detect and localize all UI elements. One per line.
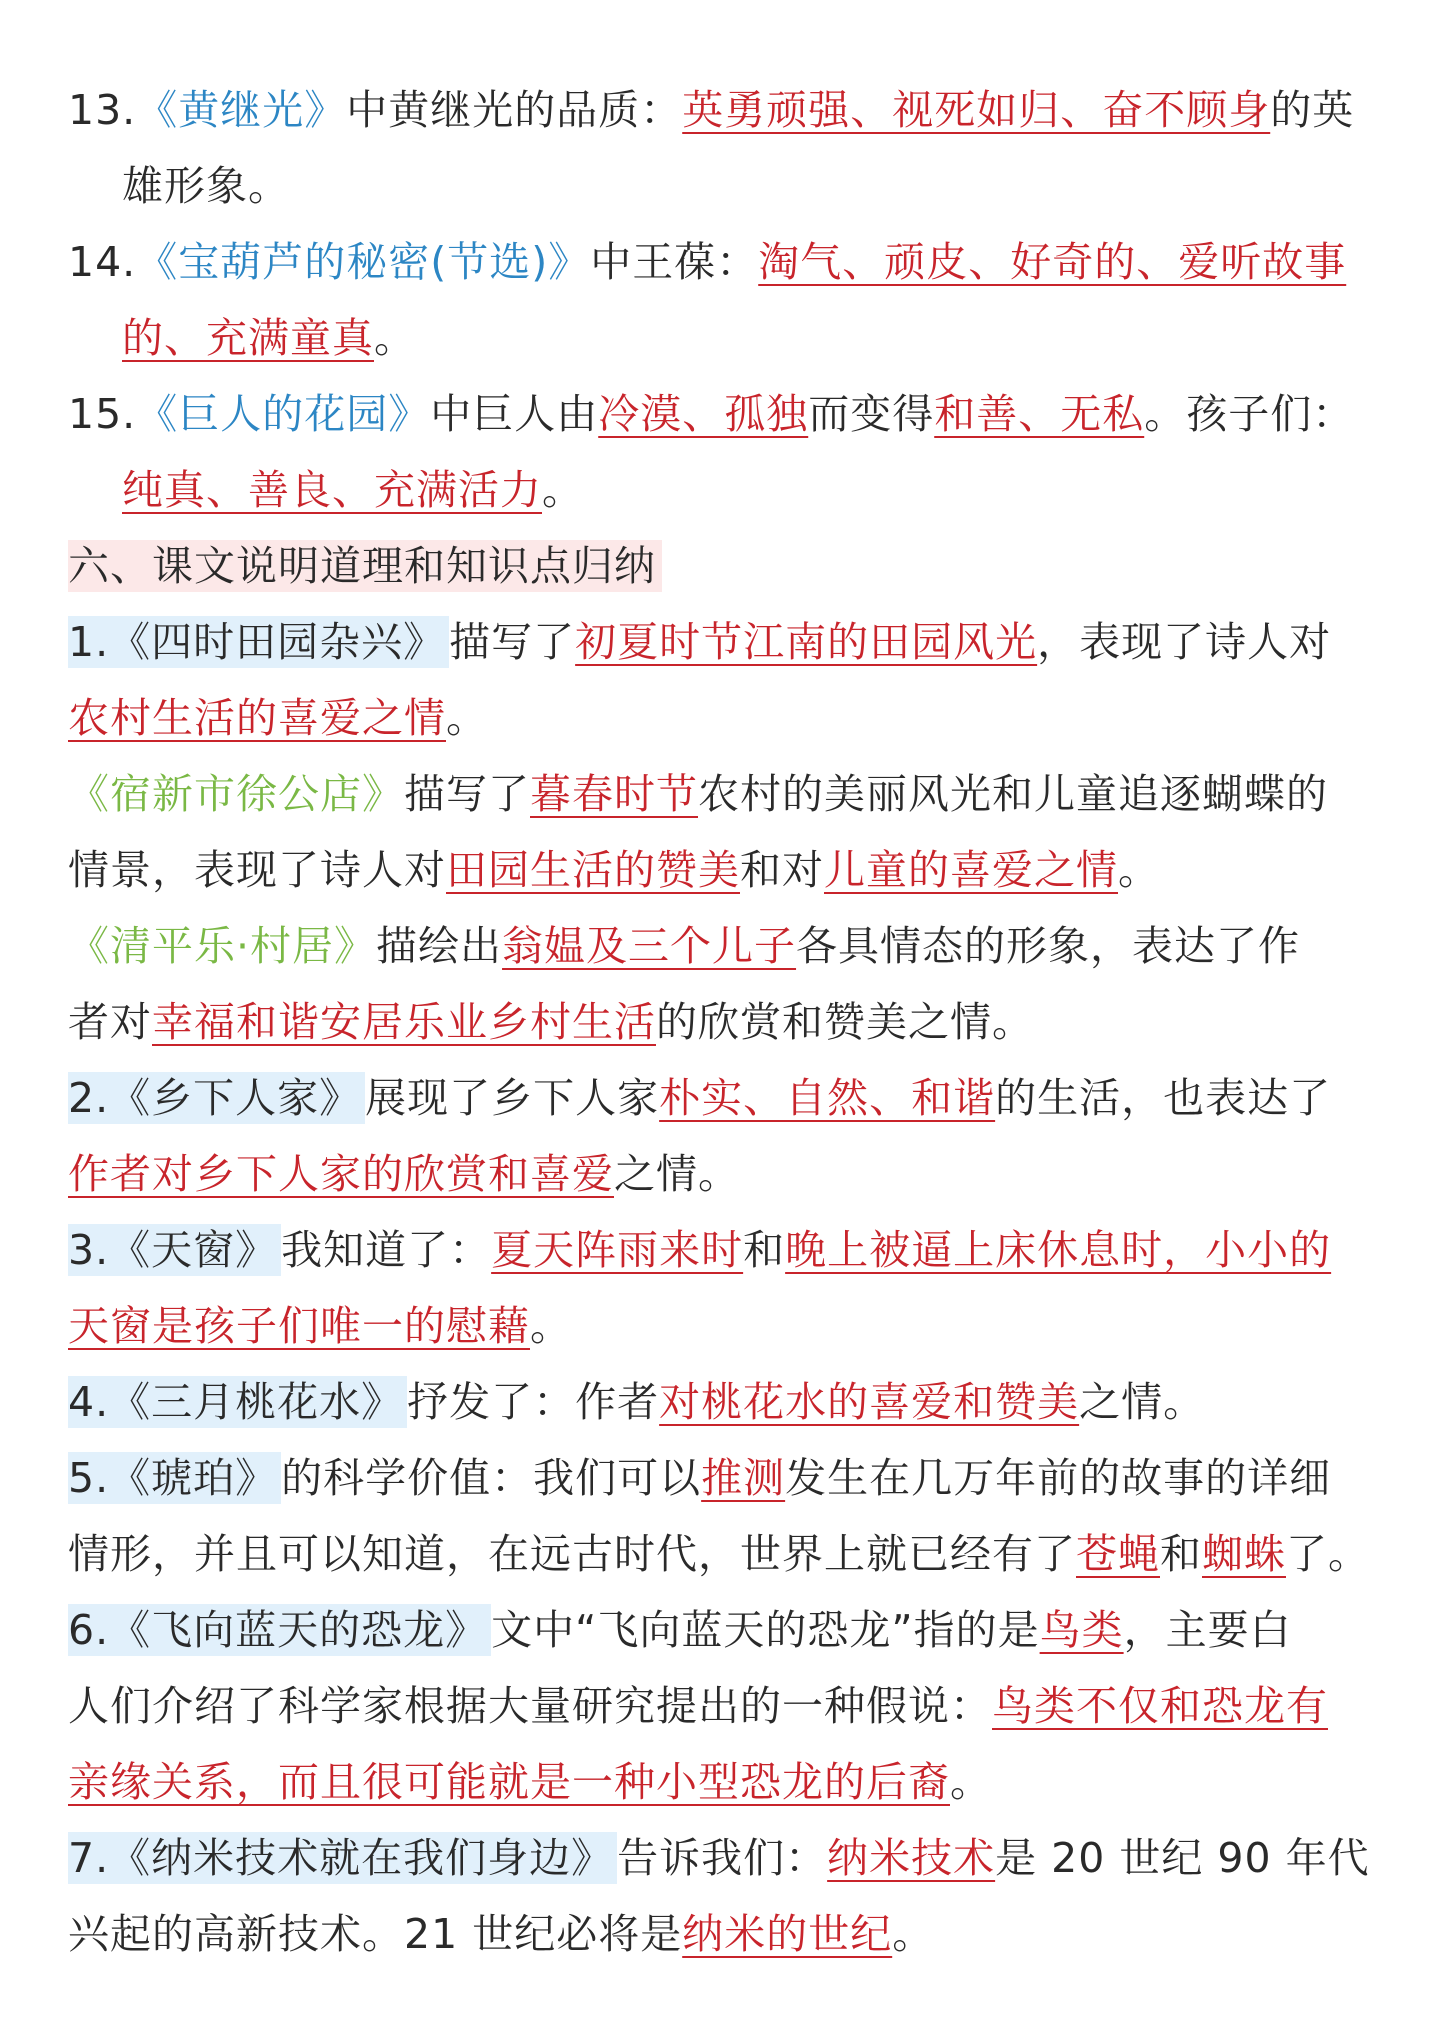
lesson-title: 《宝葫芦的秘密(节选)》 [136,238,591,286]
lesson-title: 《飞向蓝天的恐龙》 [109,1606,488,1654]
s1b-line-2 [68,832,1370,908]
section-title-line [68,528,1370,604]
item-number: 1. [68,618,110,666]
item-number: 3. [68,1226,110,1274]
body-text: 。孩子们： [1144,390,1355,438]
body-text: 。 [530,1302,572,1350]
s1-line-1 [68,604,1370,680]
item-number: 6. [68,1606,110,1654]
lesson-title: 《乡下人家》 [109,1074,362,1122]
body-text: 。 [950,1758,992,1806]
answer-text: 和善、无私 [934,390,1145,438]
answer-text: 鸟类 [1039,1606,1124,1654]
s3-line-1 [68,1212,1370,1288]
lesson-title-highlight [68,1224,281,1276]
lesson-title: 《巨人的花园》 [136,390,431,438]
answer-text: 作者对乡下人家的欣赏和喜爱 [68,1150,614,1198]
body-text: 告诉我们： [617,1834,828,1882]
item-15-line-1 [68,376,1370,452]
body-text: 的英 [1270,86,1355,134]
body-text: 了。 [1286,1530,1370,1578]
item-number: 15. [68,390,137,438]
s7-line-1 [68,1820,1370,1896]
answer-text: 的、充满童真 [122,314,374,362]
lesson-title-highlight [68,1452,281,1504]
lesson-title: 《纳米技术就在我们身边》 [109,1834,614,1882]
s6-line-2 [68,1668,1370,1744]
answer-text: 农村生活的喜爱之情 [68,694,446,742]
poem-title: 《宿新市徐公店》 [68,770,404,818]
s1-line-2 [68,680,1370,756]
answer-text: 幸福和谐安居乐业乡村生活 [152,998,656,1046]
lesson-title-highlight [68,1832,617,1884]
answer-text: 天窗是孩子们唯一的慰藉 [68,1302,530,1350]
answer-text: 夏天阵雨来时 [491,1226,744,1274]
item-15-line-2 [68,452,1370,528]
body-text: 之情。 [614,1150,740,1198]
body-text: 情形，并且可以知道，在远古时代，世界上就已经有了 [68,1530,1076,1578]
lesson-title-highlight [68,1072,365,1124]
body-text: 中王葆： [590,238,759,286]
body-text: 人们介绍了科学家根据大量研究提出的一种假说： [68,1682,992,1730]
answer-text: 蜘蛛 [1202,1530,1286,1578]
s6-line-1 [68,1592,1370,1668]
answer-text: 晚上被逼上床休息时，小小的 [785,1226,1332,1274]
answer-text: 暮春时节 [530,770,698,818]
answer-text: 鸟类不仅和恐龙有 [992,1682,1328,1730]
item-number: 13. [68,86,137,134]
answer-text: 儿童的喜爱之情 [824,846,1118,894]
item-number: 4. [68,1378,110,1426]
body-text: 的欣赏和赞美之情。 [656,998,1034,1046]
body-text: 的生活，也表达了 [995,1074,1332,1122]
poem-title: 《清平乐·村居》 [68,922,377,970]
answer-text: 朴实、自然、和谐 [659,1074,996,1122]
item-13-line-1 [68,72,1370,148]
s1b-line-1 [68,756,1370,832]
answer-text: 纳米技术 [827,1834,996,1882]
body-text: 中巨人由 [430,390,599,438]
lesson-title-highlight [68,1376,407,1428]
item-14-line-1 [68,224,1370,300]
body-text: 和 [1160,1530,1202,1578]
body-text: 雄形象。 [122,162,290,210]
item-number: 2. [68,1074,110,1122]
body-text: 者对 [68,998,152,1046]
s2-line-2 [68,1136,1370,1212]
item-number: 14. [68,238,137,286]
body-text: ，主要白 [1123,1606,1292,1654]
body-text: 抒发了：作者 [407,1378,660,1426]
body-text: 。 [446,694,488,742]
body-text: 。 [1118,846,1160,894]
body-text: 各具情态的形象，表达了作 [796,922,1301,970]
body-text: 和对 [740,846,824,894]
body-text: 和 [743,1226,786,1274]
body-text: 描写了 [449,618,576,666]
body-text: 我知道了： [281,1226,492,1274]
s7-line-2 [68,1896,1370,1972]
answer-text: 田园生活的赞美 [446,846,740,894]
body-text: 。 [542,466,584,514]
body-text: ，表现了诗人对 [1037,618,1332,666]
item-number: 7. [68,1834,110,1882]
body-text: 发生在几万年前的故事的详细 [785,1454,1332,1502]
answer-text: 纳米的世纪 [682,1910,893,1958]
answer-text: 淘气、顽皮、好奇的、爱听故事 [758,238,1347,286]
body-text: 是 20 世纪 90 年代 [995,1834,1370,1882]
answer-text: 初夏时节江南的田园风光 [575,618,1038,666]
body-text: 描写了 [404,770,530,818]
s5-line-2 [68,1516,1370,1592]
s1c-line-2 [68,984,1370,1060]
s2-line-1 [68,1060,1370,1136]
body-text: 中黄继光的品质： [346,86,683,134]
body-text: 的科学价值：我们可以 [281,1454,702,1502]
item-14-line-2 [68,300,1370,376]
body-text: 兴起的高新技术。21 世纪必将是 [68,1910,683,1958]
answer-text: 冷漠、孤独 [598,390,809,438]
document-page [68,72,1370,1972]
body-text: 之情。 [1079,1378,1206,1426]
answer-text: 对桃花水的喜爱和赞美 [659,1378,1080,1426]
body-text: 而变得 [808,390,935,438]
answer-text: 翁媪及三个儿子 [502,922,797,970]
s5-line-1 [68,1440,1370,1516]
lesson-title: 《天窗》 [109,1226,278,1274]
lesson-title: 《四时田园杂兴》 [109,618,446,666]
s1c-line-1 [68,908,1370,984]
body-text: 。 [892,1910,935,1958]
body-text: 。 [374,314,416,362]
answer-text: 英勇顽强、视死如归、奋不顾身 [682,86,1271,134]
lesson-title: 《黄继光》 [136,86,347,134]
body-text: 展现了乡下人家 [365,1074,660,1122]
lesson-title: 《琥珀》 [109,1454,278,1502]
body-text: 文中“飞向蓝天的恐龙”指的是 [491,1606,1040,1654]
lesson-title-highlight [68,616,449,668]
item-13-line-2 [68,148,1370,224]
s3-line-2 [68,1288,1370,1364]
body-text: 农村的美丽风光和儿童追逐蝴蝶的 [698,770,1328,818]
lesson-title: 《三月桃花水》 [109,1378,404,1426]
answer-text: 亲缘关系，而且很可能就是一种小型恐龙的后裔 [68,1758,950,1806]
body-text: 描绘出 [376,922,503,970]
lesson-title-highlight [68,1604,491,1656]
item-number: 5. [68,1454,110,1502]
answer-text: 苍蝇 [1076,1530,1160,1578]
answer-text: 纯真、善良、充满活力 [122,466,542,514]
s6-line-3 [68,1744,1370,1820]
section-title: 六、课文说明道理和知识点归纳 [68,540,662,592]
body-text: 情景，表现了诗人对 [68,846,446,894]
answer-text: 推测 [701,1454,786,1502]
s4-line-1 [68,1364,1370,1440]
